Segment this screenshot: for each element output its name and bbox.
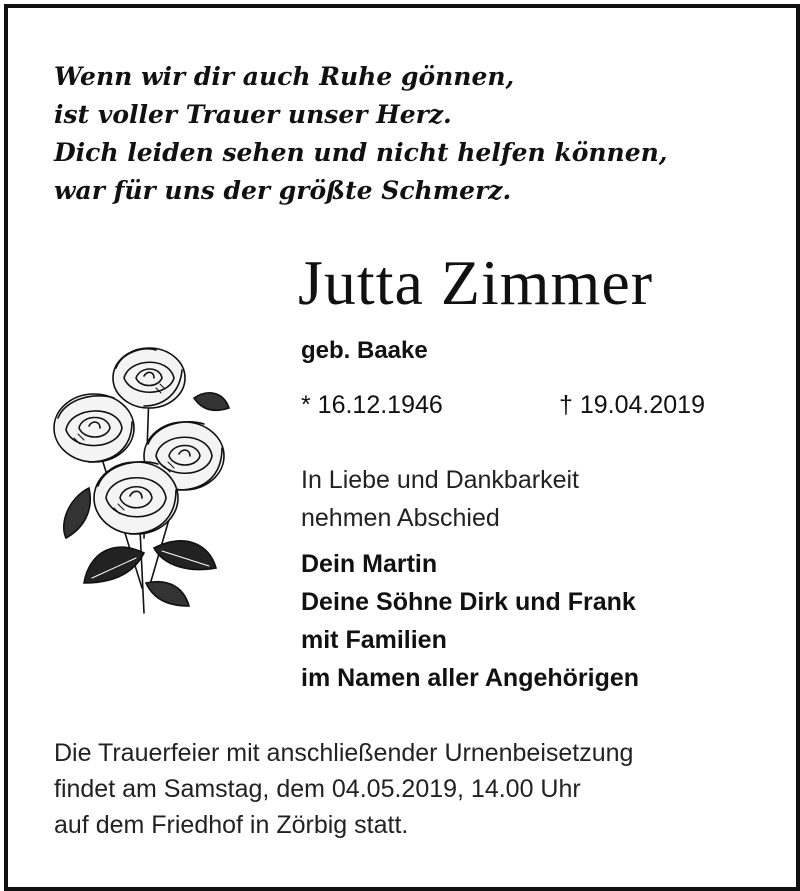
mourner-line: Deine Söhne Dirk und Frank — [301, 588, 636, 616]
birth-date: * 16.12.1946 — [301, 391, 443, 419]
mourner-line: mit Familien — [301, 626, 447, 654]
mourner-line: Dein Martin — [301, 550, 438, 578]
poem-line: ist voller Trauer unser Herz. — [54, 100, 452, 129]
death-date: † 19.04.2019 — [559, 391, 705, 419]
roses-illustration-icon — [44, 338, 234, 618]
service-line: Die Trauerfeier mit anschließender Urnenbeisetzung — [54, 739, 634, 767]
obituary-frame — [4, 4, 800, 891]
maiden-name: geb. Baake — [301, 337, 428, 364]
poem-line: war für uns der größte Schmerz. — [54, 176, 512, 205]
service-line: auf dem Friedhof in Zörbig statt. — [54, 811, 409, 839]
memorial-poem — [54, 58, 668, 210]
farewell-line: nehmen Abschied — [301, 504, 500, 532]
funeral-service-info — [54, 735, 633, 843]
poem-line: Wenn wir dir auch Ruhe gönnen, — [54, 62, 515, 91]
deceased-name: Jutta Zimmer — [298, 247, 654, 318]
service-line: findet am Samstag, dem 04.05.2019, 14.00 Uhr — [54, 775, 581, 803]
mourner-line: im Namen aller Angehörigen — [301, 664, 640, 692]
poem-line: Dich leiden sehen und nicht helfen können, — [54, 138, 668, 167]
farewell-line: In Liebe und Dankbarkeit — [301, 466, 579, 494]
farewell-text — [301, 461, 579, 537]
mourners-list — [301, 545, 639, 697]
